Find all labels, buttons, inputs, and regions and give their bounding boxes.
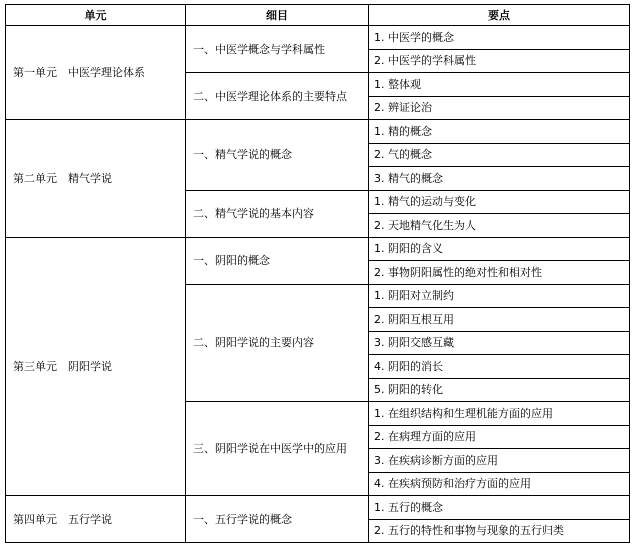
syllabus-table <box>5 4 630 543</box>
section-cell: 二、中医学理论体系的主要特点 <box>186 73 369 120</box>
syllabus-table-container <box>5 4 629 543</box>
point-cell: 3. 精气的概念 <box>369 167 630 191</box>
point-cell: 2. 事物阴阳属性的绝对性和相对性 <box>369 261 630 285</box>
section-cell: 二、阴阳学说的主要内容 <box>186 284 369 402</box>
point-cell: 1. 整体观 <box>369 73 630 97</box>
header-unit: 单元 <box>6 5 186 26</box>
point-cell: 1. 精气的运动与变化 <box>369 190 630 214</box>
unit-cell: 第一单元 中医学理论体系 <box>6 26 186 120</box>
point-cell: 1. 中医学的概念 <box>369 26 630 50</box>
point-cell: 3. 在疾病诊断方面的应用 <box>369 449 630 473</box>
table-row <box>6 120 630 144</box>
point-cell: 2. 中医学的学科属性 <box>369 49 630 73</box>
section-cell: 一、精气学说的概念 <box>186 120 369 191</box>
point-cell: 1. 精的概念 <box>369 120 630 144</box>
point-cell: 2. 五行的特性和事物与现象的五行归类 <box>369 519 630 543</box>
point-cell: 1. 五行的概念 <box>369 496 630 520</box>
point-cell: 1. 阴阳的含义 <box>369 237 630 261</box>
section-cell: 三、阴阳学说在中医学中的应用 <box>186 402 369 496</box>
point-cell: 2. 天地精气化生为人 <box>369 214 630 238</box>
point-cell: 2. 阴阳互根互用 <box>369 308 630 332</box>
section-cell: 二、精气学说的基本内容 <box>186 190 369 237</box>
point-cell: 1. 在组织结构和生理机能方面的应用 <box>369 402 630 426</box>
unit-cell: 第二单元 精气学说 <box>6 120 186 238</box>
section-cell: 一、五行学说的概念 <box>186 496 369 543</box>
section-cell: 一、阴阳的概念 <box>186 237 369 284</box>
table-row <box>6 237 630 261</box>
point-cell: 3. 阴阳交感互藏 <box>369 331 630 355</box>
section-cell: 一、中医学概念与学科属性 <box>186 26 369 73</box>
unit-cell: 第四单元 五行学说 <box>6 496 186 543</box>
point-cell: 2. 在病理方面的应用 <box>369 425 630 449</box>
point-cell: 1. 阴阳对立制约 <box>369 284 630 308</box>
point-cell: 2. 气的概念 <box>369 143 630 167</box>
header-section: 细目 <box>186 5 369 26</box>
table-row <box>6 496 630 520</box>
point-cell: 4. 阴阳的消长 <box>369 355 630 379</box>
table-row <box>6 26 630 50</box>
header-row <box>6 5 630 26</box>
point-cell: 2. 辨证论治 <box>369 96 630 120</box>
unit-cell: 第三单元 阴阳学说 <box>6 237 186 496</box>
point-cell: 5. 阴阳的转化 <box>369 378 630 402</box>
point-cell: 4. 在疾病预防和治疗方面的应用 <box>369 472 630 496</box>
header-points: 要点 <box>369 5 630 26</box>
